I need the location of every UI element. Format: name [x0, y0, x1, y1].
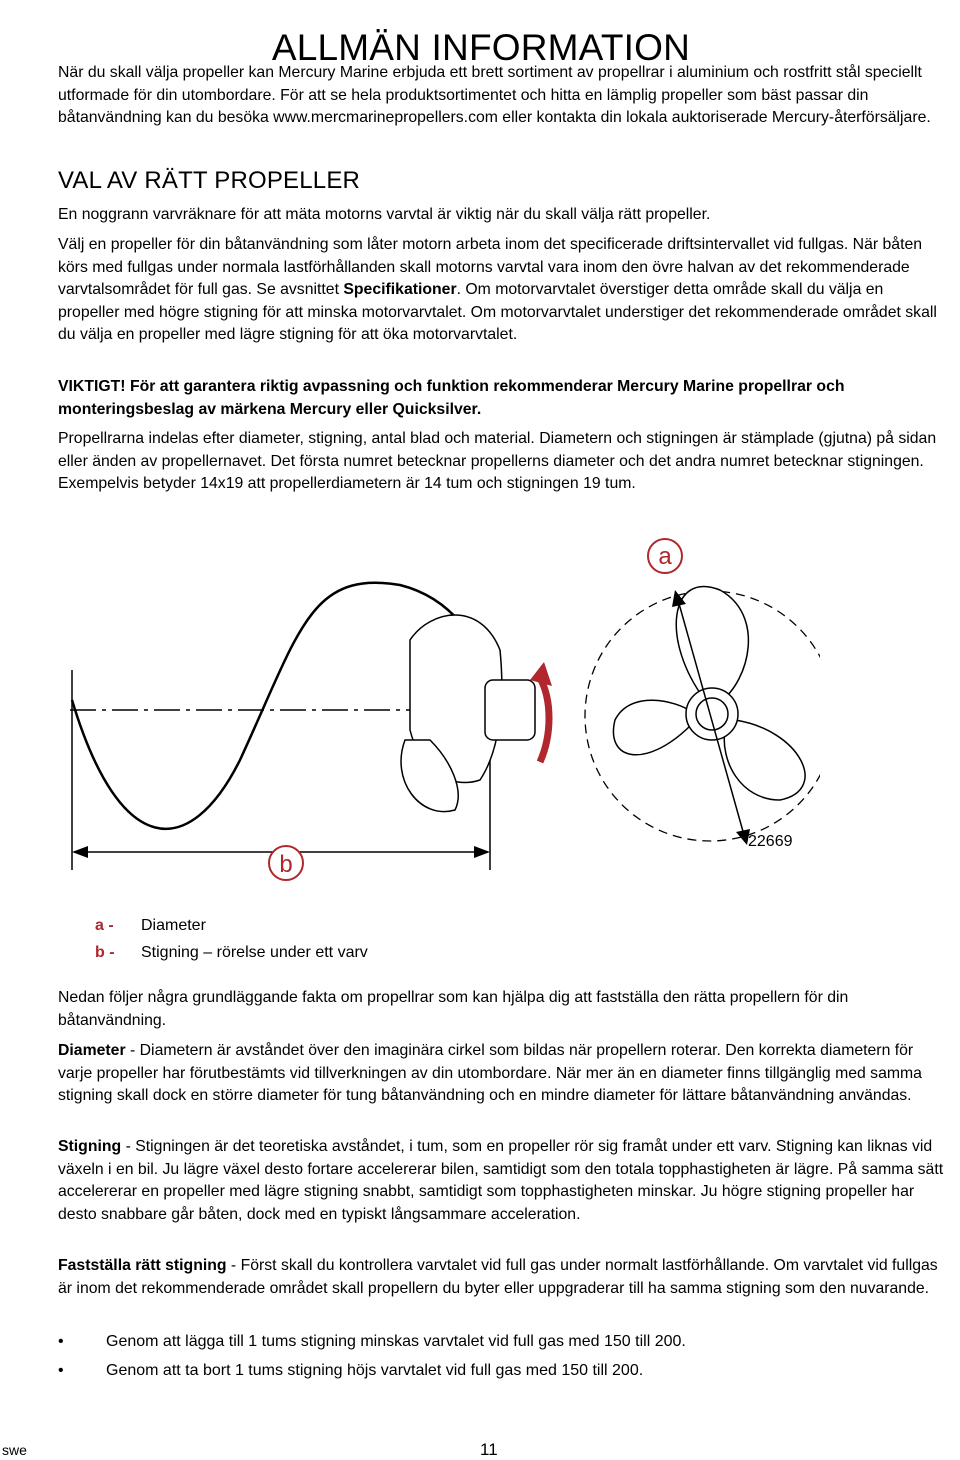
figure-code: 22669 [748, 833, 793, 850]
diameter-text: - Diametern är avståndet över den imaginära cirkel som bildas när propellern roterar. Den korrekta diametern för varje propeller har förutbestämts vid tillverkningen av din utombordare. När mer än en diameter finns tillgänglig med samma stigning skall dock en större diameter för tung båtanvändning och en mindre diameter för lättare båtanvändning användas. [58, 1042, 922, 1104]
legend-item [95, 912, 368, 939]
rotation-arrow [540, 678, 549, 762]
front-blade-left [613, 700, 692, 755]
front-blade-right [724, 720, 805, 800]
list-item-text: Genom att lägga till 1 tums stigning minskas varvtalet vid full gas med 150 till 200. [106, 1333, 686, 1350]
propeller-diagram [60, 530, 820, 890]
page-title: ALLMÄN INFORMATION [271, 26, 690, 68]
legend-text: Diameter [141, 917, 206, 934]
pitch-text: - Stigningen är det teoretiska avståndet, i tum, som en propeller rör sig framåt under ett varv. Stigning kan liknas vid växeln i en bil. Ju lägre växel desto fortare accelererar bilen, samtidigt som den totala topphastigheten är lägre. På samma sätt accelererar en propeller med lägre stigning snabbt, samtidigt som topphastigheten minskar. Ju högre stigning propeller har desto snabbare går båten, dock med en typiskt långsammare acceleration. [58, 1138, 944, 1223]
determine-pitch-paragraph [58, 1255, 948, 1300]
footer-language: swe [2, 1442, 27, 1458]
propeller-illustration [60, 530, 820, 890]
callout-b-label: b [279, 851, 293, 878]
section-heading: VAL AV RÄTT PROPELLER [58, 167, 361, 194]
pitch-paragraph [58, 1136, 948, 1226]
selection-text-start: Välj en propeller för din båtanvändning som låter motorn arbeta inom det specificerade driftsintervallet vid fullgas. När båten körs med fullgas under normala lastförhållanden skall motorns varvtal vara inom den övre halvan av det rekommenderade varvtalsområdet för full gas. Se avsnittet [58, 236, 923, 298]
bullet-icon: • [58, 1333, 64, 1350]
important-notice: VIKTIGT! För att garantera riktig avpassning och funktion rekommenderar Mercury Marine propellrar och monteringsbeslag av märkena Mercury eller Quicksilver. [58, 378, 845, 418]
callout-a-label: a [658, 543, 672, 570]
legend-key: a - [95, 917, 114, 934]
diameter-paragraph [58, 1040, 948, 1108]
pitch-arrow-right [474, 846, 490, 858]
side-hub [485, 680, 535, 740]
basics-paragraph: Nedan följer några grundläggande fakta om propellrar som kan hjälpa dig att fastställa den rätta propellern för din båtanvändning. [58, 989, 849, 1029]
front-hub-inner [696, 698, 728, 730]
front-blade-top [676, 587, 748, 702]
propeller-classification-paragraph: Propellrarna indelas efter diameter, stigning, antal blad och material. Diametern och stigningen är stämplade (gjutna) på sidan eller änden av propellernavet. Det första numret betecknar propellerns diameter och det andra numret betecknar stigningen. Exempelvis betyder 14x19 att propellerdiametern är 14 tum och stigningen 19 tum. [58, 430, 937, 492]
tachometer-paragraph: En noggrann varvräknare för att mäta motorns varvtal är viktig när du skall välja rätt propeller. [58, 206, 711, 223]
page-number: 11 [480, 1440, 498, 1459]
pitch-term: Stigning [58, 1138, 122, 1155]
selection-text-end: . Om motorvarvtalet överstiger detta område skall du välja en propeller med högre stigning för att minska motorvarvtalet. Om motorvarvtalet understiger det rekommenderade området skall du välja en propeller med lägre stigning för att öka motorvarvtalet. [58, 281, 937, 343]
diameter-term: Diameter [58, 1042, 126, 1059]
legend-item [95, 939, 368, 966]
bullet-icon: • [58, 1362, 64, 1379]
specifications-reference: Specifikationer [343, 281, 457, 298]
intro-paragraph: När du skall välja propeller kan Mercury Marine erbjuda ett brett sortiment av propellrar i aluminium och rostfritt stål speciellt utformade för din utombordare. För att se hela produktsortimentet och hitta en lämplig propeller som bäst passar din båtanvändning kan du besöka www.mercmarinepropellers.com eller kontakta din lokala auktoriserade Mercury-återförsäljare. [58, 64, 931, 126]
list-item [58, 1331, 948, 1353]
figure-legend [95, 912, 368, 966]
determine-pitch-term: Fastställa rätt stigning [58, 1257, 227, 1274]
list-item [58, 1360, 948, 1382]
list-item-text: Genom att ta bort 1 tums stigning höjs varvtalet vid full gas med 150 till 200. [106, 1362, 644, 1379]
pitch-arrow-left [72, 846, 88, 858]
determine-pitch-text: - Först skall du kontrollera varvtalet vid full gas under normalt lastförhållande. Om varvtalet vid fullgas är inom det rekommenderade området skall propellern du byter eller uppgraderar till ha samma stigning som den nuvarande. [58, 1257, 938, 1297]
legend-text: Stigning – rörelse under ett varv [141, 944, 368, 961]
propeller-selection-paragraph [58, 234, 948, 347]
legend-key: b - [95, 944, 115, 961]
